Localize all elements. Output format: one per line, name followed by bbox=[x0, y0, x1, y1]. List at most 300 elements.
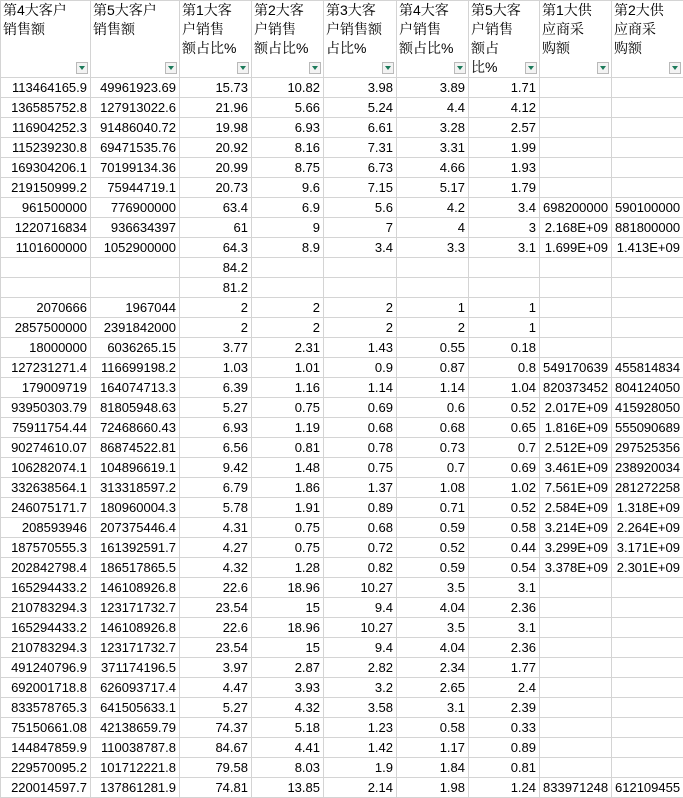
table-cell[interactable] bbox=[91, 278, 180, 298]
table-cell[interactable] bbox=[540, 98, 612, 118]
table-cell[interactable]: 590100000 bbox=[612, 198, 683, 218]
table-cell[interactable] bbox=[612, 658, 683, 678]
table-cell[interactable]: 1.43 bbox=[324, 338, 397, 358]
table-cell[interactable]: 1 bbox=[397, 298, 469, 318]
table-cell[interactable]: 4.41 bbox=[252, 738, 324, 758]
table-cell[interactable] bbox=[1, 258, 91, 278]
table-cell[interactable]: 2.87 bbox=[252, 658, 324, 678]
table-cell[interactable]: 2 bbox=[252, 318, 324, 338]
table-cell[interactable]: 0.59 bbox=[397, 558, 469, 578]
table-cell[interactable]: 64.3 bbox=[180, 238, 252, 258]
table-cell[interactable]: 776900000 bbox=[91, 198, 180, 218]
table-cell[interactable] bbox=[540, 738, 612, 758]
table-cell[interactable]: 1.98 bbox=[397, 778, 469, 798]
table-cell[interactable]: 6.93 bbox=[180, 418, 252, 438]
table-cell[interactable]: 2.264E+09 bbox=[612, 518, 683, 538]
table-cell[interactable]: 18000000 bbox=[1, 338, 91, 358]
table-cell[interactable]: 491240796.9 bbox=[1, 658, 91, 678]
table-cell[interactable]: 3.58 bbox=[324, 698, 397, 718]
table-cell[interactable]: 75150661.08 bbox=[1, 718, 91, 738]
table-cell[interactable]: 0.81 bbox=[469, 758, 540, 778]
table-cell[interactable]: 2.36 bbox=[469, 638, 540, 658]
table-cell[interactable]: 10.27 bbox=[324, 618, 397, 638]
table-cell[interactable]: 820373452 bbox=[540, 378, 612, 398]
table-cell[interactable]: 19.98 bbox=[180, 118, 252, 138]
table-cell[interactable]: 0.71 bbox=[397, 498, 469, 518]
table-cell[interactable] bbox=[612, 78, 683, 98]
table-cell[interactable]: 5.17 bbox=[397, 178, 469, 198]
filter-dropdown-icon[interactable] bbox=[237, 62, 249, 74]
table-cell[interactable]: 4.66 bbox=[397, 158, 469, 178]
filter-dropdown-icon[interactable] bbox=[165, 62, 177, 74]
table-cell[interactable]: 144847859.9 bbox=[1, 738, 91, 758]
table-cell[interactable]: 3.1 bbox=[469, 618, 540, 638]
column-header[interactable] bbox=[180, 1, 252, 78]
table-cell[interactable]: 0.75 bbox=[252, 538, 324, 558]
table-cell[interactable]: 1967044 bbox=[91, 298, 180, 318]
table-cell[interactable]: 313318597.2 bbox=[91, 478, 180, 498]
table-cell[interactable]: 2.65 bbox=[397, 678, 469, 698]
table-cell[interactable] bbox=[1, 278, 91, 298]
table-cell[interactable]: 5.66 bbox=[252, 98, 324, 118]
table-cell[interactable]: 1.71 bbox=[469, 78, 540, 98]
table-cell[interactable]: 1101600000 bbox=[1, 238, 91, 258]
table-cell[interactable]: 9.6 bbox=[252, 178, 324, 198]
column-header[interactable] bbox=[1, 1, 91, 78]
table-cell[interactable]: 1.19 bbox=[252, 418, 324, 438]
table-cell[interactable]: 186517865.5 bbox=[91, 558, 180, 578]
table-cell[interactable]: 2 bbox=[324, 318, 397, 338]
table-cell[interactable] bbox=[540, 578, 612, 598]
table-cell[interactable]: 4 bbox=[397, 218, 469, 238]
table-cell[interactable]: 5.18 bbox=[252, 718, 324, 738]
table-cell[interactable]: 220014597.7 bbox=[1, 778, 91, 798]
table-cell[interactable]: 7.561E+09 bbox=[540, 478, 612, 498]
table-cell[interactable]: 0.81 bbox=[252, 438, 324, 458]
table-cell[interactable]: 833971248 bbox=[540, 778, 612, 798]
table-cell[interactable]: 5.6 bbox=[324, 198, 397, 218]
table-cell[interactable]: 179009719 bbox=[1, 378, 91, 398]
table-cell[interactable]: 127913022.6 bbox=[91, 98, 180, 118]
table-cell[interactable]: 6.39 bbox=[180, 378, 252, 398]
table-cell[interactable] bbox=[540, 678, 612, 698]
table-cell[interactable] bbox=[612, 738, 683, 758]
table-cell[interactable]: 6036265.15 bbox=[91, 338, 180, 358]
table-cell[interactable] bbox=[397, 258, 469, 278]
table-cell[interactable]: 1 bbox=[469, 298, 540, 318]
table-cell[interactable]: 297525356 bbox=[612, 438, 683, 458]
table-cell[interactable]: 90274610.07 bbox=[1, 438, 91, 458]
table-cell[interactable] bbox=[540, 618, 612, 638]
table-cell[interactable]: 6.56 bbox=[180, 438, 252, 458]
table-cell[interactable]: 81.2 bbox=[180, 278, 252, 298]
table-cell[interactable]: 3.89 bbox=[397, 78, 469, 98]
table-cell[interactable]: 1.16 bbox=[252, 378, 324, 398]
table-cell[interactable]: 0.7 bbox=[469, 438, 540, 458]
table-cell[interactable]: 2.31 bbox=[252, 338, 324, 358]
table-cell[interactable]: 123171732.7 bbox=[91, 598, 180, 618]
table-cell[interactable]: 84.2 bbox=[180, 258, 252, 278]
table-cell[interactable] bbox=[324, 278, 397, 298]
table-cell[interactable]: 936634397 bbox=[91, 218, 180, 238]
table-cell[interactable]: 0.55 bbox=[397, 338, 469, 358]
table-cell[interactable]: 164074713.3 bbox=[91, 378, 180, 398]
table-cell[interactable]: 1.91 bbox=[252, 498, 324, 518]
table-cell[interactable]: 3.98 bbox=[324, 78, 397, 98]
table-cell[interactable]: 4.31 bbox=[180, 518, 252, 538]
table-cell[interactable]: 2.301E+09 bbox=[612, 558, 683, 578]
table-cell[interactable]: 1.37 bbox=[324, 478, 397, 498]
table-cell[interactable]: 1.04 bbox=[469, 378, 540, 398]
table-cell[interactable]: 0.73 bbox=[397, 438, 469, 458]
table-cell[interactable]: 0.44 bbox=[469, 538, 540, 558]
table-cell[interactable]: 210783294.3 bbox=[1, 598, 91, 618]
table-cell[interactable]: 3.77 bbox=[180, 338, 252, 358]
table-cell[interactable] bbox=[540, 278, 612, 298]
column-header[interactable] bbox=[397, 1, 469, 78]
table-cell[interactable] bbox=[612, 118, 683, 138]
table-cell[interactable] bbox=[612, 618, 683, 638]
table-cell[interactable]: 0.52 bbox=[397, 538, 469, 558]
table-cell[interactable]: 1.413E+09 bbox=[612, 238, 683, 258]
table-cell[interactable]: 0.89 bbox=[324, 498, 397, 518]
table-cell[interactable]: 3.97 bbox=[180, 658, 252, 678]
table-cell[interactable]: 15 bbox=[252, 598, 324, 618]
table-cell[interactable]: 0.52 bbox=[469, 498, 540, 518]
table-cell[interactable] bbox=[540, 118, 612, 138]
table-cell[interactable] bbox=[91, 258, 180, 278]
table-cell[interactable]: 93950303.79 bbox=[1, 398, 91, 418]
table-cell[interactable]: 0.75 bbox=[252, 518, 324, 538]
table-cell[interactable]: 2.4 bbox=[469, 678, 540, 698]
table-cell[interactable]: 20.92 bbox=[180, 138, 252, 158]
table-cell[interactable] bbox=[612, 598, 683, 618]
table-cell[interactable]: 0.69 bbox=[324, 398, 397, 418]
table-cell[interactable]: 2 bbox=[324, 298, 397, 318]
table-cell[interactable]: 0.65 bbox=[469, 418, 540, 438]
filter-dropdown-icon[interactable] bbox=[525, 62, 537, 74]
table-cell[interactable]: 42138659.79 bbox=[91, 718, 180, 738]
table-cell[interactable]: 1.84 bbox=[397, 758, 469, 778]
table-cell[interactable]: 208593946 bbox=[1, 518, 91, 538]
table-cell[interactable]: 61 bbox=[180, 218, 252, 238]
filter-dropdown-icon[interactable] bbox=[76, 62, 88, 74]
table-cell[interactable]: 136585752.8 bbox=[1, 98, 91, 118]
table-cell[interactable] bbox=[540, 138, 612, 158]
table-cell[interactable]: 9.4 bbox=[324, 598, 397, 618]
table-cell[interactable]: 146108926.8 bbox=[91, 618, 180, 638]
table-cell[interactable] bbox=[540, 758, 612, 778]
table-cell[interactable]: 1.01 bbox=[252, 358, 324, 378]
table-cell[interactable]: 6.73 bbox=[324, 158, 397, 178]
table-cell[interactable]: 332638564.1 bbox=[1, 478, 91, 498]
table-cell[interactable]: 72468660.43 bbox=[91, 418, 180, 438]
table-cell[interactable]: 81805948.63 bbox=[91, 398, 180, 418]
table-cell[interactable]: 0.7 bbox=[397, 458, 469, 478]
table-cell[interactable]: 692001718.8 bbox=[1, 678, 91, 698]
table-cell[interactable]: 1.23 bbox=[324, 718, 397, 738]
table-cell[interactable]: 4.12 bbox=[469, 98, 540, 118]
table-cell[interactable]: 91486040.72 bbox=[91, 118, 180, 138]
table-cell[interactable] bbox=[612, 758, 683, 778]
table-cell[interactable]: 116699198.2 bbox=[91, 358, 180, 378]
table-cell[interactable] bbox=[612, 698, 683, 718]
table-cell[interactable] bbox=[540, 698, 612, 718]
table-cell[interactable]: 2.017E+09 bbox=[540, 398, 612, 418]
table-cell[interactable]: 2.39 bbox=[469, 698, 540, 718]
table-cell[interactable]: 1.42 bbox=[324, 738, 397, 758]
table-cell[interactable]: 804124050 bbox=[612, 378, 683, 398]
table-cell[interactable] bbox=[612, 98, 683, 118]
table-cell[interactable]: 612109455 bbox=[612, 778, 683, 798]
table-cell[interactable]: 5.78 bbox=[180, 498, 252, 518]
table-cell[interactable]: 3.1 bbox=[397, 698, 469, 718]
table-cell[interactable]: 2857500000 bbox=[1, 318, 91, 338]
table-cell[interactable]: 113464165.9 bbox=[1, 78, 91, 98]
table-cell[interactable]: 2.584E+09 bbox=[540, 498, 612, 518]
table-cell[interactable]: 1.08 bbox=[397, 478, 469, 498]
table-cell[interactable] bbox=[612, 258, 683, 278]
table-cell[interactable] bbox=[540, 318, 612, 338]
table-cell[interactable]: 2.34 bbox=[397, 658, 469, 678]
filter-dropdown-icon[interactable] bbox=[309, 62, 321, 74]
table-cell[interactable]: 4.47 bbox=[180, 678, 252, 698]
table-cell[interactable]: 0.9 bbox=[324, 358, 397, 378]
table-cell[interactable]: 3.1 bbox=[469, 578, 540, 598]
table-cell[interactable]: 3.2 bbox=[324, 678, 397, 698]
table-cell[interactable]: 137861281.9 bbox=[91, 778, 180, 798]
table-cell[interactable]: 698200000 bbox=[540, 198, 612, 218]
table-cell[interactable]: 0.59 bbox=[397, 518, 469, 538]
table-cell[interactable]: 7 bbox=[324, 218, 397, 238]
table-cell[interactable]: 219150999.2 bbox=[1, 178, 91, 198]
table-cell[interactable]: 2.168E+09 bbox=[540, 218, 612, 238]
table-cell[interactable]: 0.87 bbox=[397, 358, 469, 378]
table-cell[interactable]: 21.96 bbox=[180, 98, 252, 118]
filter-dropdown-icon[interactable] bbox=[454, 62, 466, 74]
table-cell[interactable]: 10.27 bbox=[324, 578, 397, 598]
table-cell[interactable] bbox=[540, 158, 612, 178]
table-cell[interactable]: 641505633.1 bbox=[91, 698, 180, 718]
table-cell[interactable]: 8.9 bbox=[252, 238, 324, 258]
table-cell[interactable] bbox=[612, 578, 683, 598]
table-cell[interactable]: 2.82 bbox=[324, 658, 397, 678]
table-cell[interactable]: 3 bbox=[469, 218, 540, 238]
table-cell[interactable]: 0.8 bbox=[469, 358, 540, 378]
table-cell[interactable]: 833578765.3 bbox=[1, 698, 91, 718]
table-cell[interactable]: 961500000 bbox=[1, 198, 91, 218]
table-cell[interactable]: 2.14 bbox=[324, 778, 397, 798]
table-cell[interactable]: 110038787.8 bbox=[91, 738, 180, 758]
column-header[interactable] bbox=[469, 1, 540, 78]
table-cell[interactable]: 455814834 bbox=[612, 358, 683, 378]
table-cell[interactable]: 165294433.2 bbox=[1, 578, 91, 598]
table-cell[interactable]: 0.68 bbox=[397, 418, 469, 438]
table-cell[interactable]: 281272258 bbox=[612, 478, 683, 498]
table-cell[interactable]: 127231271.4 bbox=[1, 358, 91, 378]
table-cell[interactable]: 146108926.8 bbox=[91, 578, 180, 598]
table-cell[interactable]: 0.78 bbox=[324, 438, 397, 458]
table-cell[interactable]: 1.02 bbox=[469, 478, 540, 498]
table-cell[interactable]: 238920034 bbox=[612, 458, 683, 478]
table-cell[interactable] bbox=[469, 258, 540, 278]
table-cell[interactable]: 2.512E+09 bbox=[540, 438, 612, 458]
table-cell[interactable]: 4.27 bbox=[180, 538, 252, 558]
table-cell[interactable]: 881800000 bbox=[612, 218, 683, 238]
column-header[interactable] bbox=[252, 1, 324, 78]
table-cell[interactable]: 2.57 bbox=[469, 118, 540, 138]
table-cell[interactable]: 210783294.3 bbox=[1, 638, 91, 658]
table-cell[interactable]: 0.89 bbox=[469, 738, 540, 758]
filter-dropdown-icon[interactable] bbox=[597, 62, 609, 74]
table-cell[interactable]: 74.37 bbox=[180, 718, 252, 738]
table-cell[interactable]: 246075171.7 bbox=[1, 498, 91, 518]
table-cell[interactable]: 555090689 bbox=[612, 418, 683, 438]
table-cell[interactable]: 371174196.5 bbox=[91, 658, 180, 678]
table-cell[interactable]: 207375446.4 bbox=[91, 518, 180, 538]
table-cell[interactable]: 9 bbox=[252, 218, 324, 238]
table-cell[interactable]: 70199134.36 bbox=[91, 158, 180, 178]
table-cell[interactable]: 75911754.44 bbox=[1, 418, 91, 438]
table-cell[interactable]: 415928050 bbox=[612, 398, 683, 418]
table-cell[interactable]: 626093717.4 bbox=[91, 678, 180, 698]
table-cell[interactable]: 4.04 bbox=[397, 638, 469, 658]
table-cell[interactable]: 549170639 bbox=[540, 358, 612, 378]
table-cell[interactable]: 0.6 bbox=[397, 398, 469, 418]
table-cell[interactable]: 104896619.1 bbox=[91, 458, 180, 478]
table-cell[interactable]: 1 bbox=[469, 318, 540, 338]
table-cell[interactable]: 23.54 bbox=[180, 638, 252, 658]
table-cell[interactable]: 18.96 bbox=[252, 578, 324, 598]
table-cell[interactable]: 3.1 bbox=[469, 238, 540, 258]
table-cell[interactable]: 1.24 bbox=[469, 778, 540, 798]
table-cell[interactable] bbox=[612, 718, 683, 738]
table-cell[interactable]: 1.14 bbox=[324, 378, 397, 398]
table-cell[interactable]: 22.6 bbox=[180, 578, 252, 598]
table-cell[interactable]: 1.48 bbox=[252, 458, 324, 478]
table-cell[interactable] bbox=[612, 158, 683, 178]
table-cell[interactable]: 6.9 bbox=[252, 198, 324, 218]
table-cell[interactable] bbox=[540, 338, 612, 358]
table-cell[interactable]: 4.32 bbox=[180, 558, 252, 578]
table-cell[interactable] bbox=[612, 178, 683, 198]
column-header[interactable] bbox=[540, 1, 612, 78]
table-cell[interactable]: 74.81 bbox=[180, 778, 252, 798]
table-cell[interactable]: 13.85 bbox=[252, 778, 324, 798]
table-cell[interactable]: 229570095.2 bbox=[1, 758, 91, 778]
table-cell[interactable]: 0.82 bbox=[324, 558, 397, 578]
table-cell[interactable]: 22.6 bbox=[180, 618, 252, 638]
table-cell[interactable]: 187570555.3 bbox=[1, 538, 91, 558]
table-cell[interactable]: 1.14 bbox=[397, 378, 469, 398]
table-cell[interactable]: 3.378E+09 bbox=[540, 558, 612, 578]
table-cell[interactable]: 0.68 bbox=[324, 518, 397, 538]
table-cell[interactable]: 1.699E+09 bbox=[540, 238, 612, 258]
table-cell[interactable]: 0.58 bbox=[397, 718, 469, 738]
table-cell[interactable]: 1.99 bbox=[469, 138, 540, 158]
table-cell[interactable]: 1.9 bbox=[324, 758, 397, 778]
table-cell[interactable]: 101712221.8 bbox=[91, 758, 180, 778]
table-cell[interactable]: 1220716834 bbox=[1, 218, 91, 238]
table-cell[interactable]: 3.214E+09 bbox=[540, 518, 612, 538]
table-cell[interactable]: 0.33 bbox=[469, 718, 540, 738]
filter-dropdown-icon[interactable] bbox=[382, 62, 394, 74]
table-cell[interactable]: 2.36 bbox=[469, 598, 540, 618]
table-cell[interactable]: 3.299E+09 bbox=[540, 538, 612, 558]
table-cell[interactable]: 202842798.4 bbox=[1, 558, 91, 578]
table-cell[interactable]: 0.69 bbox=[469, 458, 540, 478]
table-cell[interactable]: 1.79 bbox=[469, 178, 540, 198]
table-cell[interactable]: 15 bbox=[252, 638, 324, 658]
table-cell[interactable]: 9.42 bbox=[180, 458, 252, 478]
table-cell[interactable]: 3.5 bbox=[397, 618, 469, 638]
table-cell[interactable]: 15.73 bbox=[180, 78, 252, 98]
table-cell[interactable]: 0.75 bbox=[324, 458, 397, 478]
table-cell[interactable]: 79.58 bbox=[180, 758, 252, 778]
table-cell[interactable]: 8.03 bbox=[252, 758, 324, 778]
table-cell[interactable]: 3.93 bbox=[252, 678, 324, 698]
table-cell[interactable]: 1052900000 bbox=[91, 238, 180, 258]
table-cell[interactable]: 0.54 bbox=[469, 558, 540, 578]
table-cell[interactable]: 0.18 bbox=[469, 338, 540, 358]
table-cell[interactable]: 7.15 bbox=[324, 178, 397, 198]
table-cell[interactable] bbox=[324, 258, 397, 278]
table-cell[interactable]: 3.28 bbox=[397, 118, 469, 138]
table-cell[interactable]: 1.318E+09 bbox=[612, 498, 683, 518]
table-cell[interactable]: 169304206.1 bbox=[1, 158, 91, 178]
table-cell[interactable]: 8.16 bbox=[252, 138, 324, 158]
table-cell[interactable]: 84.67 bbox=[180, 738, 252, 758]
table-cell[interactable]: 1.03 bbox=[180, 358, 252, 378]
table-cell[interactable]: 3.4 bbox=[469, 198, 540, 218]
table-cell[interactable]: 3.461E+09 bbox=[540, 458, 612, 478]
table-cell[interactable]: 115239230.8 bbox=[1, 138, 91, 158]
table-cell[interactable] bbox=[540, 638, 612, 658]
table-cell[interactable] bbox=[612, 338, 683, 358]
table-cell[interactable]: 3.31 bbox=[397, 138, 469, 158]
table-cell[interactable]: 3.171E+09 bbox=[612, 538, 683, 558]
table-cell[interactable]: 106282074.1 bbox=[1, 458, 91, 478]
table-cell[interactable]: 6.93 bbox=[252, 118, 324, 138]
table-cell[interactable]: 0.52 bbox=[469, 398, 540, 418]
table-cell[interactable]: 86874522.81 bbox=[91, 438, 180, 458]
table-cell[interactable] bbox=[540, 258, 612, 278]
table-cell[interactable]: 2391842000 bbox=[91, 318, 180, 338]
table-cell[interactable]: 161392591.7 bbox=[91, 538, 180, 558]
table-cell[interactable]: 2 bbox=[180, 298, 252, 318]
table-cell[interactable]: 69471535.76 bbox=[91, 138, 180, 158]
table-cell[interactable] bbox=[612, 298, 683, 318]
table-cell[interactable] bbox=[540, 298, 612, 318]
table-cell[interactable] bbox=[612, 678, 683, 698]
table-cell[interactable]: 8.75 bbox=[252, 158, 324, 178]
table-cell[interactable] bbox=[540, 718, 612, 738]
table-cell[interactable]: 5.27 bbox=[180, 698, 252, 718]
table-cell[interactable]: 2 bbox=[397, 318, 469, 338]
table-cell[interactable]: 20.99 bbox=[180, 158, 252, 178]
table-cell[interactable] bbox=[469, 278, 540, 298]
table-cell[interactable] bbox=[540, 598, 612, 618]
table-cell[interactable]: 165294433.2 bbox=[1, 618, 91, 638]
table-cell[interactable]: 1.77 bbox=[469, 658, 540, 678]
table-cell[interactable]: 5.24 bbox=[324, 98, 397, 118]
table-cell[interactable]: 123171732.7 bbox=[91, 638, 180, 658]
table-cell[interactable]: 10.82 bbox=[252, 78, 324, 98]
table-cell[interactable]: 0.68 bbox=[324, 418, 397, 438]
table-cell[interactable]: 23.54 bbox=[180, 598, 252, 618]
table-cell[interactable] bbox=[612, 278, 683, 298]
table-cell[interactable]: 2070666 bbox=[1, 298, 91, 318]
